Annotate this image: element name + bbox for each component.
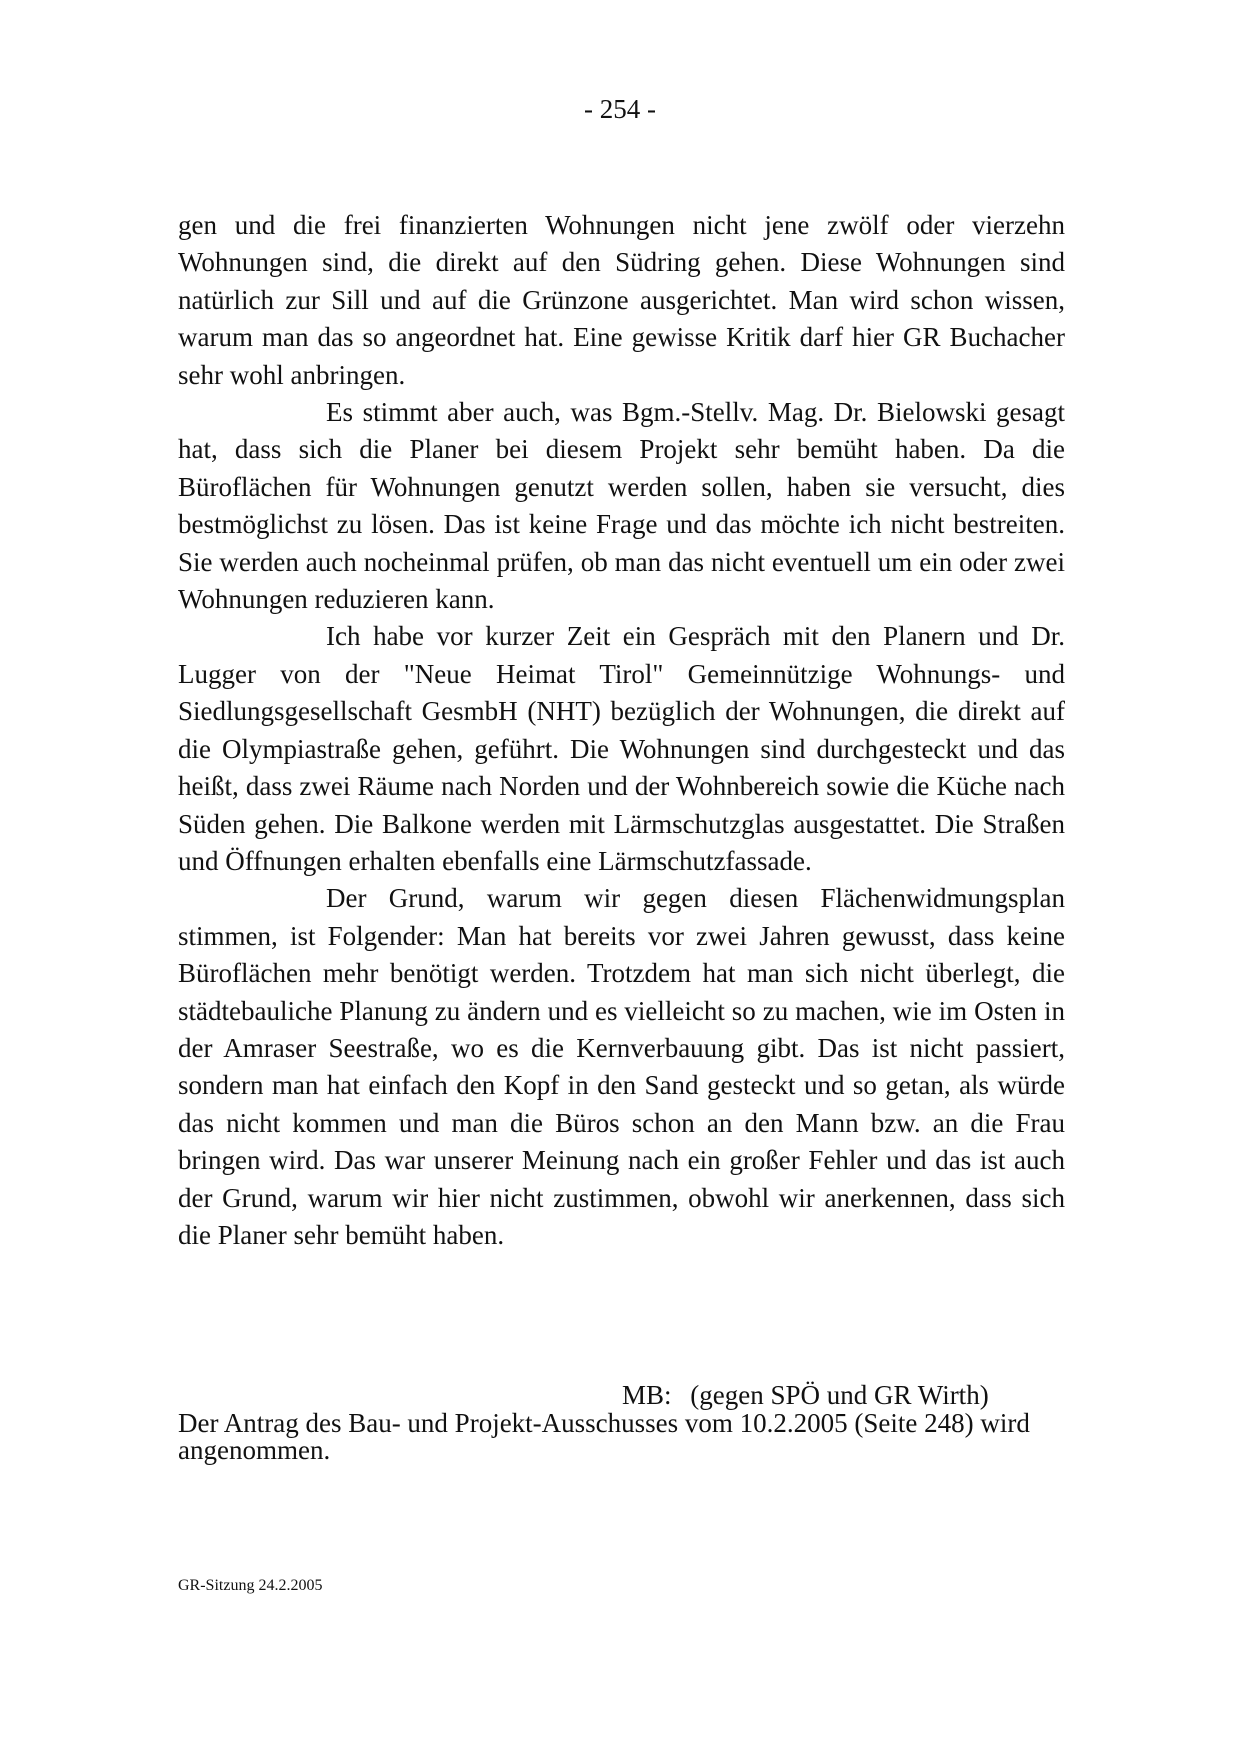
vote-label: MB: bbox=[622, 1380, 672, 1410]
vote-result bbox=[622, 1378, 989, 1412]
motion-text: Der Antrag des Bau- und Projekt-Ausschusses vom 10.2.2005 (Seite 248) wird angenommen. bbox=[178, 1408, 1030, 1465]
body-text bbox=[178, 207, 1065, 1254]
vote-detail: (gegen SPÖ und GR Wirth) bbox=[690, 1380, 989, 1410]
paragraph: Der Grund, warum wir gegen diesen Flächenwidmungsplan stimmen, ist Folgender: Man hat bereits vor zwei Jahren gewusst, dass keine Büroflächen mehr benötigt werden. Trotzdem hat man sich nicht überlegt, die städtebauliche Planung zu ändern und es vielleicht so zu machen, wie im Osten in der Amraser Seestraße, wo es die Kernverbauung gibt. Das ist nicht passiert, sondern man hat einfach den Kopf in den Sand gesteckt und so getan, als würde das nicht kommen und man die Büros schon an den Mann bzw. an die Frau bringen wird. Das war unserer Meinung nach ein großer Fehler und das ist auch der Grund, warum wir hier nicht zustimmen, obwohl wir anerkennen, dass sich die Planer sehr bemüht haben. bbox=[178, 883, 1065, 1250]
page-number: - 254 - bbox=[584, 94, 656, 124]
paragraph: gen und die frei finanzierten Wohnungen nicht jene zwölf oder vierzehn Wohnungen sind, die direkt auf den Südring gehen. Diese Wohnungen sind natürlich zur Sill und auf die Grünzone ausgerichtet. Man wird schon wissen, warum man das so angeordnet hat. Eine gewisse Kritik darf hier GR Buchacher sehr wohl anbringen. bbox=[178, 210, 1065, 390]
paragraph: Ich habe vor kurzer Zeit ein Gespräch mit den Planern und Dr. Lugger von der "Neue Heimat Tirol" Gemeinnützige Wohnungs- und Siedlungsgesellschaft GesmbH (NHT) bezüglich der Wohnungen, die direkt auf die Olympiastraße gehen, geführt. Die Wohnungen sind durchgesteckt und das heißt, dass zwei Räume nach Norden und der Wohnbereich sowie die Küche nach Süden gehen. Die Balkone werden mit Lärmschutzglas ausgestattet. Die Straßen und Öffnungen erhalten ebenfalls eine Lärmschutzfassade. bbox=[178, 621, 1065, 876]
paragraph: Es stimmt aber auch, was Bgm.-Stellv. Mag. Dr. Bielowski gesagt hat, dass sich die Planer bei diesem Projekt sehr bemüht haben. Da die Büroflächen für Wohnungen genutzt werden sollen, haben sie versucht, dies bestmöglichst zu lösen. Das ist keine Frage und das möchte ich nicht bestreiten. Sie werden auch nocheinmal prüfen, ob man das nicht eventuell um ein oder zwei Wohnungen reduzieren kann. bbox=[178, 397, 1065, 615]
footer-session: GR-Sitzung 24.2.2005 bbox=[178, 1577, 323, 1594]
